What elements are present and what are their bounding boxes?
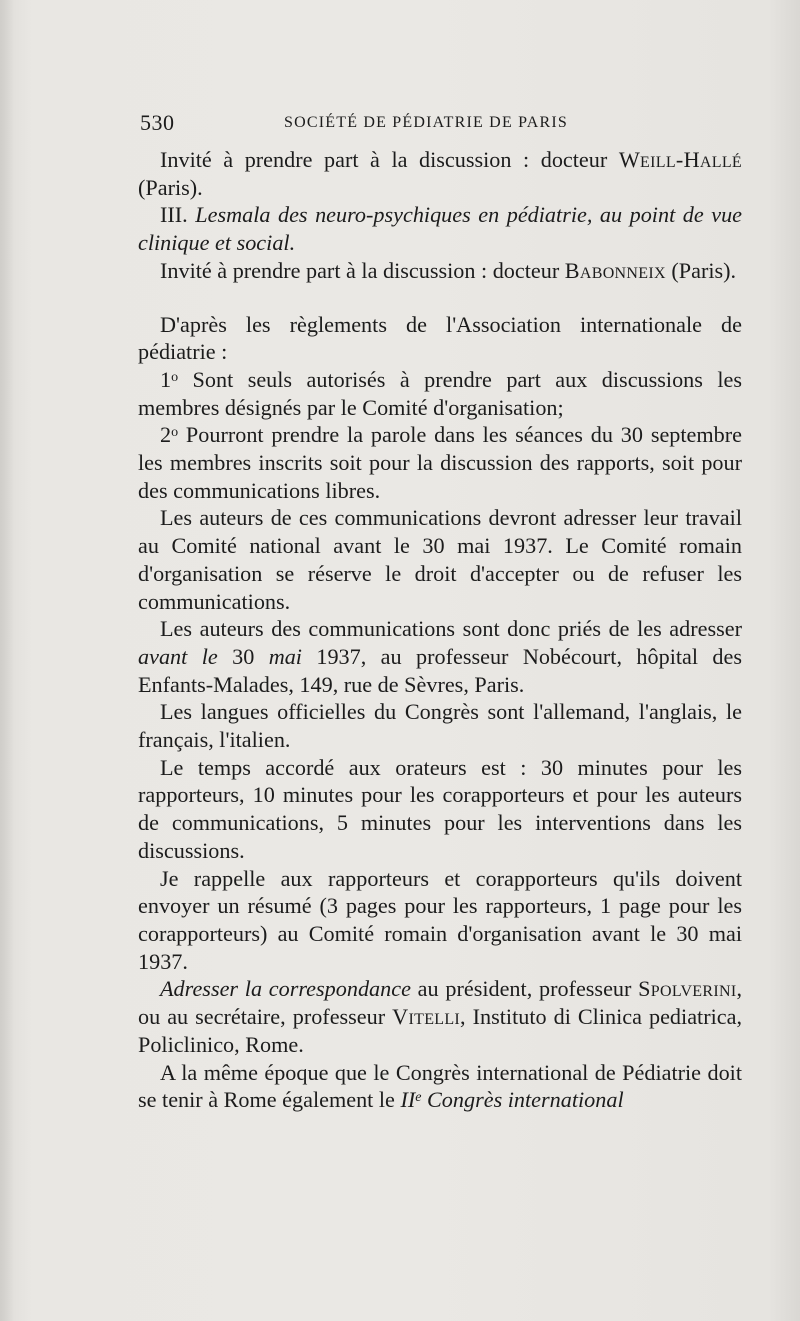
person-name: Weill-Hallé — [618, 147, 742, 172]
paragraph: III. Lesmala des neuro-psychiques en pédiatrie, au point de vue clinique et social. — [138, 202, 743, 256]
running-title: SOCIÉTÉ DE PÉDIATRIE DE PARIS — [284, 114, 568, 131]
page-body — [138, 146, 742, 1114]
person-name: Vitelli — [392, 1004, 461, 1030]
paragraph: Les langues officielles du Congrès sont l'allemand, l'anglais, le français, l'italien. — [138, 699, 742, 753]
page-number: 530 — [140, 110, 175, 135]
paragraph: 1$^o$ Sont seuls autorisés à prendre part aux discussions les membres désignés par le Comité d'organisation; — [138, 366, 742, 420]
page-edge-shadow — [0, 0, 14, 1321]
paragraph: D'après les règlements de l'Association internationale de pédiatrie : — [138, 311, 742, 365]
paragraph: Je rappelle aux rapporteurs et corapporteurs qu'ils doivent envoyer un résumé (3 pages pour les rapporteurs, 1 page pour les corapporteurs) au Comité romain d'organisation avant le 30 mai 1937. — [138, 865, 742, 974]
person-name: Spolverini — [638, 976, 737, 1002]
paragraph: Adresser la correspondance au président, professeur Spolverini, ou au secrétaire, professeur Vitelli, Instituto di Clinica pediatrica, Policlinico, Rome. — [138, 976, 742, 1057]
paragraph: Les auteurs des communications sont donc priés de les adresser avant le 30 mai 1937, au professeur Nobécourt, hôpital des Enfants-Malades, 149, rue de Sèvres, Paris. — [138, 616, 743, 697]
paragraph: A la même époque que le Congrès international de Pédiatrie doit se tenir à Rome également le IIe Congrès international — [138, 1059, 742, 1113]
person-name: Babonneix — [564, 257, 666, 283]
page-header — [138, 110, 742, 140]
paragraph: Les auteurs de ces communications devront adresser leur travail au Comité national avant le 30 mai 1937. Le Comité romain d'organisation se réserve le droit d'accepter ou de refuser les communications. — [138, 505, 742, 614]
report-title: Lesmala des neuro-psychiques en pédiatrie, au point de vue clinique et social. — [138, 202, 743, 256]
paragraph: Le temps accordé aux orateurs est : 30 minutes pour les rapporteurs, 10 minutes pour les corapporteurs et pour les auteurs de communications, 5 minutes pour les interventions dans les discussions. — [138, 754, 742, 863]
paragraph: 2$^o$ Pourront prendre la parole dans les séances du 30 septembre les membres inscrits soit pour la discussion des rapports, soit pour des communications libres. — [138, 422, 742, 503]
paragraph: Invité à prendre part à la discussion : docteur Babonneix (Paris). — [160, 257, 737, 283]
paragraph: Invité à prendre part à la discussion : docteur Weill-Hallé (Paris). — [138, 147, 742, 200]
